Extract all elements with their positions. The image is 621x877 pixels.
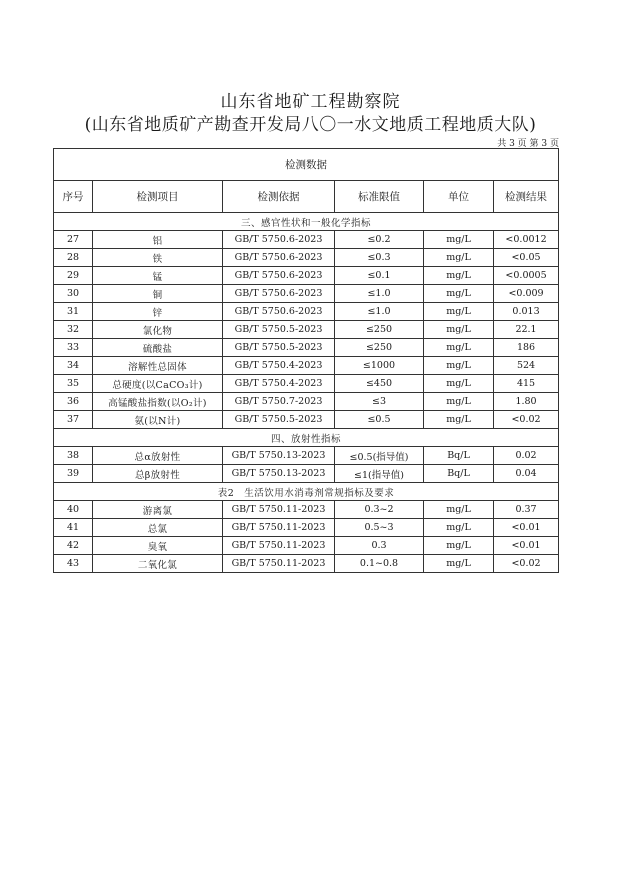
cell-unit: mg/L [424,375,494,393]
cell-result: 524 [494,357,559,375]
cell-result: <0.01 [494,519,559,537]
cell-index: 28 [54,249,93,267]
cell-unit: mg/L [424,393,494,411]
document-subtitle: (山东省地质矿产勘查开发局八〇一水文地质工程地质大队) [84,115,537,135]
column-header-result: 检测结果 [494,181,559,213]
cell-limit: 0.3~2 [335,501,424,519]
cell-unit: mg/L [424,285,494,303]
cell-method: GB/T 5750.13-2023 [223,447,335,465]
table-row [54,231,559,249]
cell-method: GB/T 5750.6-2023 [223,267,335,285]
cell-index: 31 [54,303,93,321]
cell-unit: mg/L [424,357,494,375]
cell-method: GB/T 5750.7-2023 [223,393,335,411]
cell-result: 0.37 [494,501,559,519]
cell-index: 42 [54,537,93,555]
cell-item: 二氧化氯 [93,555,223,573]
cell-result: 0.02 [494,447,559,465]
cell-item: 氯化物 [93,321,223,339]
cell-unit: mg/L [424,519,494,537]
table-row [54,519,559,537]
cell-method: GB/T 5750.6-2023 [223,231,335,249]
cell-method: GB/T 5750.4-2023 [223,357,335,375]
cell-item: 铜 [93,285,223,303]
section-title: 三、感官性状和一般化学指标 [54,213,559,231]
cell-method: GB/T 5750.13-2023 [223,465,335,483]
cell-limit: ≤0.5 [335,411,424,429]
cell-result: <0.009 [494,285,559,303]
cell-unit: Bq/L [424,465,494,483]
table-row [54,411,559,429]
cell-limit: ≤1000 [335,357,424,375]
cell-index: 34 [54,357,93,375]
cell-index: 35 [54,375,93,393]
column-header-limit: 标准限值 [335,181,424,213]
cell-result: 1.80 [494,393,559,411]
cell-limit: ≤1.0 [335,303,424,321]
column-header-item: 检测项目 [93,181,223,213]
cell-unit: mg/L [424,303,494,321]
section-row [54,483,559,501]
cell-result: <0.05 [494,249,559,267]
cell-item: 铝 [93,231,223,249]
cell-index: 27 [54,231,93,249]
cell-unit: mg/L [424,501,494,519]
cell-limit: ≤250 [335,321,424,339]
section-row [54,213,559,231]
cell-limit: ≤450 [335,375,424,393]
cell-index: 39 [54,465,93,483]
cell-index: 37 [54,411,93,429]
cell-limit: ≤0.3 [335,249,424,267]
cell-result: 415 [494,375,559,393]
page-number: 共 3 页 第 3 页 [497,139,559,149]
table-row [54,267,559,285]
cell-result: 0.013 [494,303,559,321]
cell-item: 氨(以N计) [93,411,223,429]
cell-index: 29 [54,267,93,285]
section-row [54,429,559,447]
cell-unit: mg/L [424,267,494,285]
table-row [54,465,559,483]
cell-item: 锌 [93,303,223,321]
cell-method: GB/T 5750.6-2023 [223,303,335,321]
cell-unit: mg/L [424,249,494,267]
cell-index: 32 [54,321,93,339]
cell-index: 36 [54,393,93,411]
cell-limit: 0.5~3 [335,519,424,537]
cell-unit: mg/L [424,537,494,555]
cell-result: <0.01 [494,537,559,555]
table-row [54,555,559,573]
cell-unit: mg/L [424,339,494,357]
cell-result: <0.0005 [494,267,559,285]
cell-method: GB/T 5750.5-2023 [223,321,335,339]
cell-limit: 0.3 [335,537,424,555]
cell-method: GB/T 5750.11-2023 [223,501,335,519]
cell-item: 总α放射性 [93,447,223,465]
column-header-index: 序号 [54,181,93,213]
table-row [54,285,559,303]
cell-method: GB/T 5750.11-2023 [223,555,335,573]
cell-method: GB/T 5750.5-2023 [223,339,335,357]
cell-limit: ≤1.0 [335,285,424,303]
cell-limit: ≤250 [335,339,424,357]
cell-index: 43 [54,555,93,573]
section-title: 表2 生活饮用水消毒剂常规指标及要求 [54,483,559,501]
table-row [54,357,559,375]
table-row [54,537,559,555]
table-row [54,339,559,357]
cell-unit: mg/L [424,231,494,249]
table-row [54,501,559,519]
cell-method: GB/T 5750.11-2023 [223,537,335,555]
cell-limit: ≤0.2 [335,231,424,249]
cell-index: 30 [54,285,93,303]
cell-item: 铁 [93,249,223,267]
cell-item: 硫酸盐 [93,339,223,357]
cell-unit: mg/L [424,321,494,339]
cell-limit: ≤0.5(指导值) [335,447,424,465]
cell-index: 38 [54,447,93,465]
table-row [54,303,559,321]
cell-index: 40 [54,501,93,519]
test-results-table [53,148,559,573]
table-row [54,447,559,465]
cell-item: 臭氧 [93,537,223,555]
cell-result: 22.1 [494,321,559,339]
cell-item: 游离氯 [93,501,223,519]
cell-method: GB/T 5750.11-2023 [223,519,335,537]
column-header-unit: 单位 [424,181,494,213]
cell-item: 总β放射性 [93,465,223,483]
column-header-method: 检测依据 [223,181,335,213]
section-title: 四、放射性指标 [54,429,559,447]
cell-method: GB/T 5750.6-2023 [223,249,335,267]
cell-unit: mg/L [424,555,494,573]
cell-method: GB/T 5750.6-2023 [223,285,335,303]
cell-item: 高锰酸盐指数(以O₂计) [93,393,223,411]
cell-limit: ≤0.1 [335,267,424,285]
cell-method: GB/T 5750.5-2023 [223,411,335,429]
cell-limit: ≤3 [335,393,424,411]
cell-result: <0.0012 [494,231,559,249]
cell-limit: ≤1(指导值) [335,465,424,483]
cell-index: 33 [54,339,93,357]
cell-item: 总氯 [93,519,223,537]
cell-result: 186 [494,339,559,357]
cell-result: 0.04 [494,465,559,483]
cell-index: 41 [54,519,93,537]
cell-unit: mg/L [424,411,494,429]
cell-result: <0.02 [494,555,559,573]
table-row [54,249,559,267]
table-header-row [54,181,559,213]
cell-item: 总硬度(以CaCO₃计) [93,375,223,393]
cell-limit: 0.1~0.8 [335,555,424,573]
table-row [54,321,559,339]
cell-method: GB/T 5750.4-2023 [223,375,335,393]
document-title: 山东省地矿工程勘察院 [220,92,401,112]
table-caption-row [54,149,559,181]
cell-item: 锰 [93,267,223,285]
table-row [54,375,559,393]
cell-result: <0.02 [494,411,559,429]
table-caption: 检测数据 [54,149,559,181]
cell-unit: Bq/L [424,447,494,465]
cell-item: 溶解性总固体 [93,357,223,375]
table-row [54,393,559,411]
